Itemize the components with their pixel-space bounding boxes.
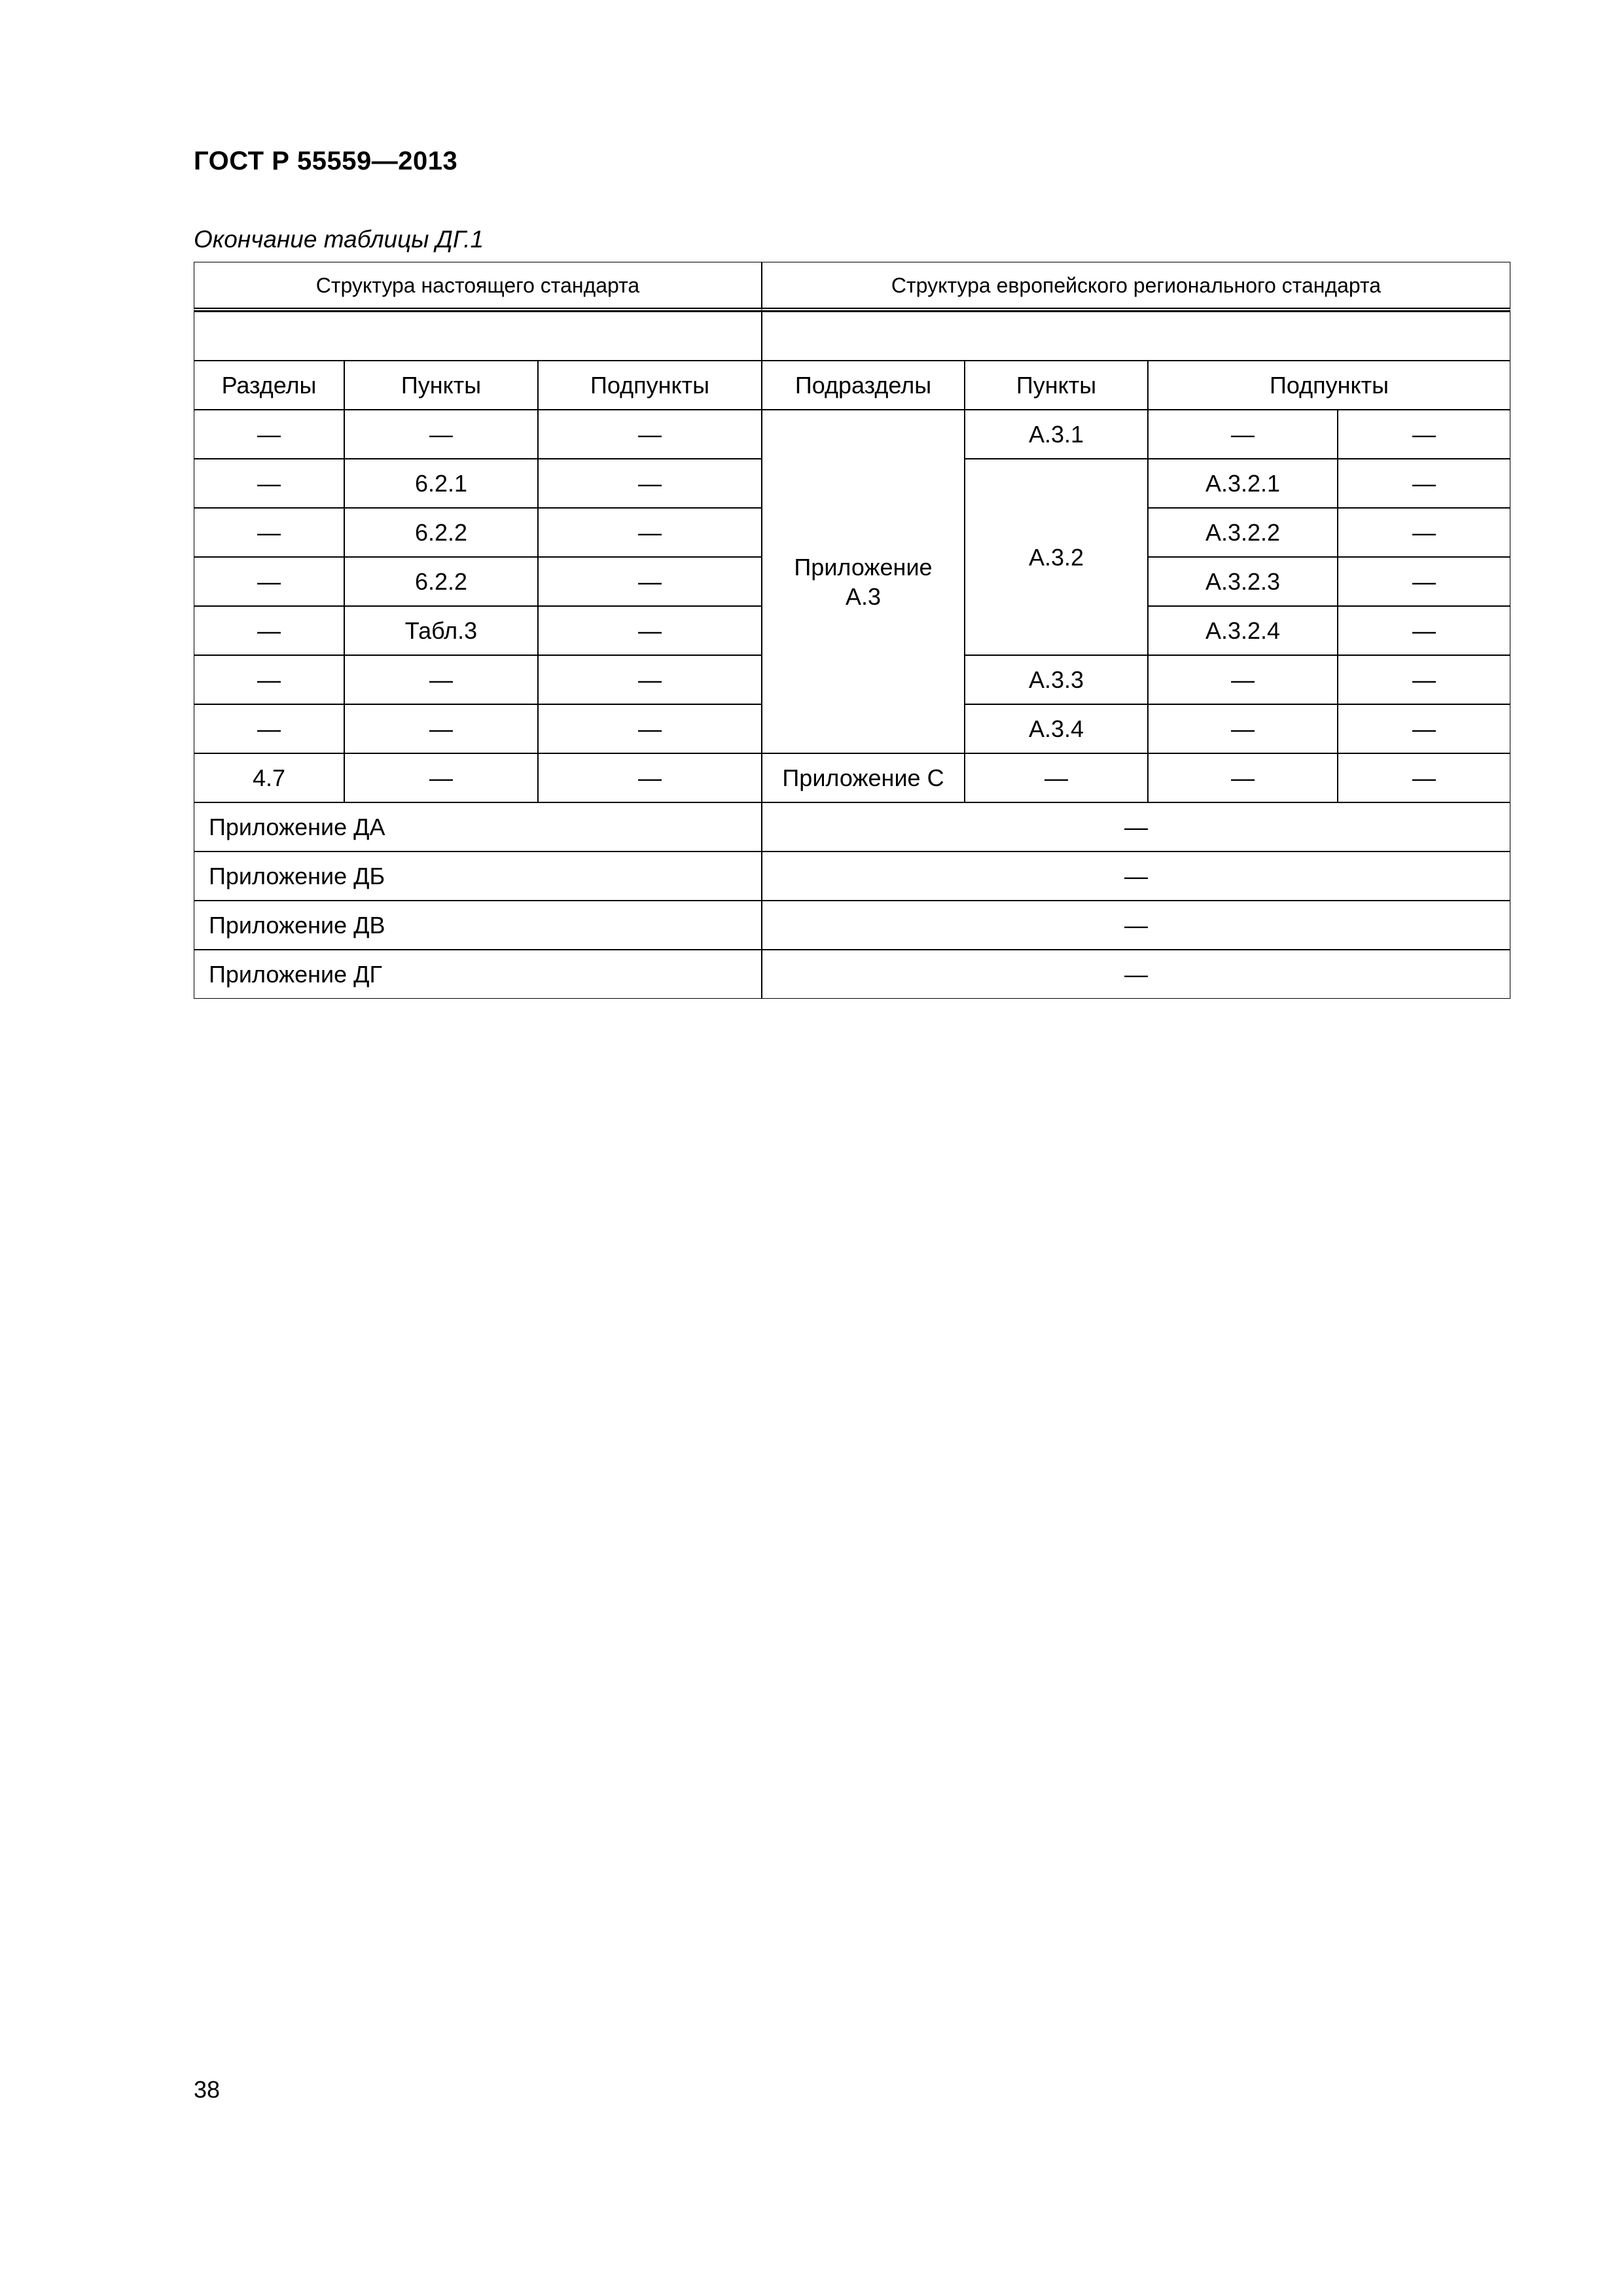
subclause-cell: — — [538, 508, 762, 557]
spacer-cell-right — [762, 312, 1510, 361]
appendix-dv-label: Приложение ДВ — [194, 901, 762, 950]
appendix-da-value: — — [762, 802, 1510, 852]
appendix-da-label: Приложение ДА — [194, 802, 762, 852]
appendix-dg-label: Приложение ДГ — [194, 950, 762, 999]
clause-cell: — — [344, 410, 538, 459]
column-header-sections: Разделы — [194, 361, 344, 410]
eu-subclause-cell: — — [1148, 655, 1338, 704]
clause-cell: — — [344, 753, 538, 802]
eu-clause-cell: А.3.4 — [965, 704, 1148, 753]
eu-subclause-extra-cell: — — [1338, 704, 1510, 753]
clause-cell: 6.2.2 — [344, 557, 538, 606]
section-cell: — — [194, 410, 344, 459]
group-header-european: Структура европейского регионального стандарта — [762, 262, 1510, 312]
appendix-db-value: — — [762, 852, 1510, 901]
eu-subclause-cell: — — [1148, 410, 1338, 459]
subclause-cell: — — [538, 410, 762, 459]
eu-clause-cell: А.3.3 — [965, 655, 1148, 704]
group-header-national: Структура настоящего стандарта — [194, 262, 762, 312]
eu-subclause-cell: А.3.2.3 — [1148, 557, 1338, 606]
clause-cell: — — [344, 704, 538, 753]
column-header-clauses: Пункты — [344, 361, 538, 410]
column-header-subsections: Подразделы — [762, 361, 965, 410]
subclause-cell: — — [538, 655, 762, 704]
eu-subclause-cell: А.3.2.2 — [1148, 508, 1338, 557]
clause-cell: 6.2.1 — [344, 459, 538, 508]
section-cell: — — [194, 606, 344, 655]
subclause-cell: — — [538, 459, 762, 508]
spacer-cell-left — [194, 312, 762, 361]
page-number: 38 — [194, 2076, 221, 2103]
appendix-dg-value: — — [762, 950, 1510, 999]
eu-subclause-extra-cell: — — [1338, 557, 1510, 606]
eu-clause-cell: А.3.2 — [965, 459, 1148, 655]
subsection-appendix-c: Приложение С — [762, 753, 965, 802]
column-header-eu-subclauses: Подпункты — [1148, 361, 1510, 410]
eu-subclause-cell: А.3.2.4 — [1148, 606, 1338, 655]
section-cell: — — [194, 508, 344, 557]
clause-cell: 6.2.2 — [344, 508, 538, 557]
correspondence-table — [194, 262, 1510, 1000]
eu-subclause-extra-cell: — — [1338, 606, 1510, 655]
appendix-dv-value: — — [762, 901, 1510, 950]
subclause-cell: — — [538, 557, 762, 606]
clause-cell: — — [344, 655, 538, 704]
clause-cell: Табл.3 — [344, 606, 538, 655]
eu-clause-cell: А.3.1 — [965, 410, 1148, 459]
subclause-cell: — — [538, 753, 762, 802]
subclause-cell: — — [538, 704, 762, 753]
section-cell: 4.7 — [194, 753, 344, 802]
document-header: ГОСТ Р 55559—2013 — [194, 147, 458, 175]
subsection-appendix-a3: Приложение А.3 — [762, 410, 965, 753]
section-cell: — — [194, 459, 344, 508]
section-cell: — — [194, 655, 344, 704]
section-cell: — — [194, 557, 344, 606]
eu-subclause-extra-cell: — — [1338, 655, 1510, 704]
eu-subclause-cell: — — [1148, 753, 1338, 802]
subclause-cell: — — [538, 606, 762, 655]
eu-subclause-extra-cell: — — [1338, 753, 1510, 802]
eu-subclause-extra-cell: — — [1338, 410, 1510, 459]
column-header-subclauses: Подпункты — [538, 361, 762, 410]
column-header-eu-clauses: Пункты — [965, 361, 1148, 410]
section-cell: — — [194, 704, 344, 753]
table-caption: Окончание таблицы ДГ.1 — [194, 226, 484, 253]
eu-subclause-extra-cell: — — [1338, 459, 1510, 508]
eu-clause-cell: — — [965, 753, 1148, 802]
appendix-db-label: Приложение ДБ — [194, 852, 762, 901]
eu-subclause-cell: А.3.2.1 — [1148, 459, 1338, 508]
eu-subclause-cell: — — [1148, 704, 1338, 753]
eu-subclause-extra-cell: — — [1338, 508, 1510, 557]
